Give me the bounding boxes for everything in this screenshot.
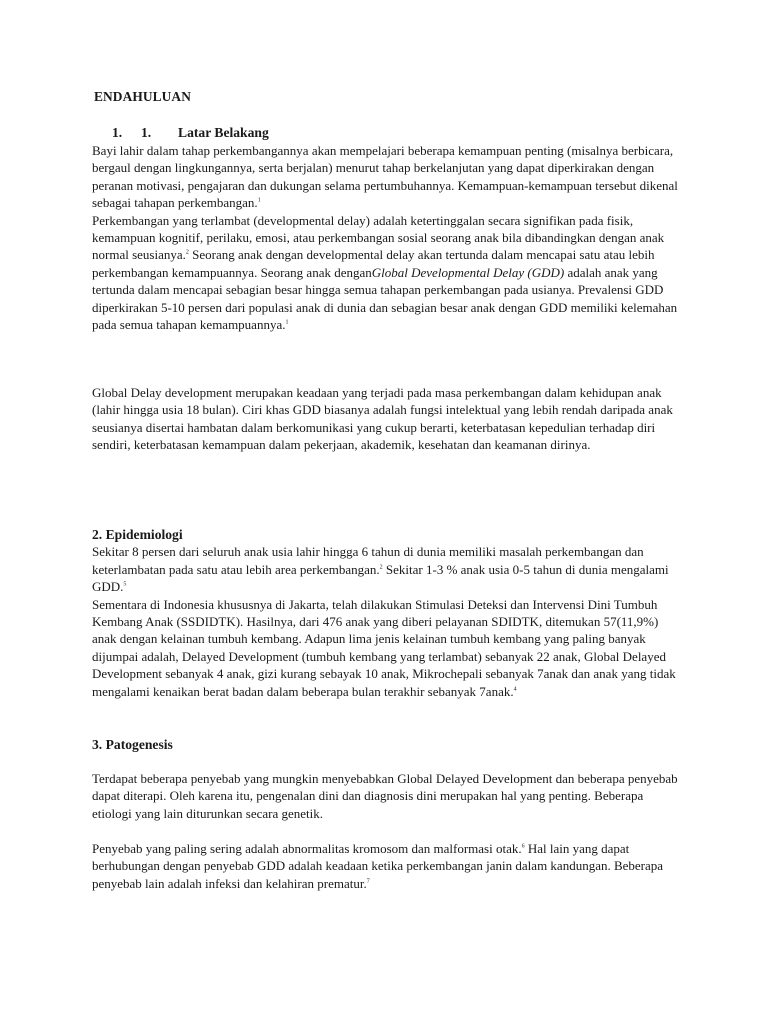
paragraph-text: Perkembangan yang terlambat (developmental delay) adalah ketertinggalan secara signifikan pada fisik, kemampuan kognitif, perilaku, emosi, atau perkembangan sosial seorang anak bila dibandingkan dengan anak normal seusianya.: [92, 212, 665, 263]
page-title: ENDAHULUAN: [94, 89, 191, 104]
italic-term: Global Developmental Delay (GDD): [371, 264, 565, 280]
citation: 5: [123, 581, 127, 588]
list-number-inner: 1.: [141, 125, 152, 140]
section-1-body: [92, 142, 682, 333]
section-1-body-continued: [92, 384, 682, 454]
section-1-title: Latar Belakang: [178, 125, 269, 140]
paragraph: [92, 840, 682, 892]
paragraph: [92, 212, 682, 334]
section-2: [92, 526, 682, 700]
paragraph: Global Delay development merupakan keadaan yang terjadi pada masa perkembangan dalam kehidupan anak (lahir hingga usia 18 bulan). Ciri khas GDD biasanya adalah fungsi intelektual yang lebih rendah daripada anak seusianya disertai hambatan dalam berkomunikasi yang cukup berarti, keterbatasan kepedulian terhadap diri sendiri, keterbatasan kemampuan dalam pekerjaan, akademik, kesehatan dan keamanan dirinya.: [92, 385, 673, 453]
section-3-heading: [92, 736, 682, 753]
citation: 7: [366, 878, 370, 885]
citation: 1: [257, 197, 261, 204]
paragraph: Terdapat beberapa penyebab yang mungkin menyebabkan Global Delayed Development dan beberapa penyebab dapat diterapi. Oleh karena itu, pengenalan dini dan diagnosis dini merupakan hal yang penting. Beberapa etiologi yang lain diturunkan secara genetik.: [92, 771, 678, 821]
section-3-title: 3. Patogenesis: [92, 737, 173, 752]
paragraph-text: Seorang anak dengan developmental delay akan tertunda dalam mencapai satu atau lebih perkembangan kemampuannya. Seorang anak dengan: [92, 247, 655, 280]
citation: 1: [285, 319, 289, 326]
paragraph-text: Sekitar 1-3 % anak usia 0-5 tahun di dunia mengalami GDD.: [92, 561, 669, 595]
paragraph-text: Penyebab yang paling sering adalah abnormalitas kromosom dan malformasi otak.: [92, 841, 522, 856]
paragraph: [92, 596, 682, 700]
section-2-title: 2. Epidemiologi: [92, 527, 183, 542]
section-3-body: [92, 770, 682, 822]
paragraph-text: adalah anak yang tertunda dalam mencapai sebagian besar hingga semua tahapan perkembangan pada usianya. Prevalensi GDD diperkirakan 5-10 persen dari populasi anak di dunia dan sebagian besar anak dengan GDD memiliki kelemahan pada semua tahapan kemampuannya.: [92, 264, 678, 333]
citation: 6: [521, 843, 525, 850]
citation: 2: [379, 564, 383, 571]
citation: 4: [513, 686, 517, 693]
paragraph: [92, 142, 682, 212]
paragraph-text: Sementara di Indonesia khususnya di Jakarta, telah dilakukan Stimulasi Deteksi dan Intervensi Dini Tumbuh Kembang Anak (SSDIDTK). Hasilnya, dari 476 anak yang diberi pelayanan SDIDTK, ditemukan 57(11,9%) anak dengan kelainan tumbuh kembang. Adapun lima jenis kelainan tumbuh kembang yang paling banyak dijumpai adalah, Delayed Development (tumbuh kembang yang terlambat) sebanyak 22 anak, Global Delayed Development sebanyak 4 anak, gizi kurang sebayak 10 anak, Mikrochepali sebanyak 7anak dan anak yang tidak mengalami kenaikan berat badan dalam beberapa bulan terakhir sebanyak 7anak.: [92, 596, 676, 699]
paragraph-text: Bayi lahir dalam tahap perkembangannya akan mempelajari beberapa kemampuan penting (misalnya berbicara, bergaul dengan lingkungannya, serta berjalan) menurut tahap berkelanjutan yang dapat diperkirakan dengan peranan motivasi, pengajaran dan dukungan selama pertumbuhannya. Kemampuan-kemampuan tersebut dikenal sebagai tahapan perkembangan.: [92, 143, 678, 211]
citation: 2: [185, 250, 189, 257]
paragraph: [92, 543, 682, 595]
paragraph-text: Hal lain yang dapat berhubungan dengan penyebab GDD adalah keadaan ketika perkembangan janin dalam kandungan. Beberapa penyebab lain adalah infeksi dan kelahiran prematur.: [92, 841, 664, 891]
section-3-body-continued: [92, 840, 682, 892]
list-number-outer: 1.: [112, 125, 123, 140]
paragraph-text: Sekitar 8 persen dari seluruh anak usia lahir hingga 6 tahun di dunia memiliki masalah perkembangan dan keterlambatan pada satu atau lebih area perkembangan.: [92, 544, 644, 577]
